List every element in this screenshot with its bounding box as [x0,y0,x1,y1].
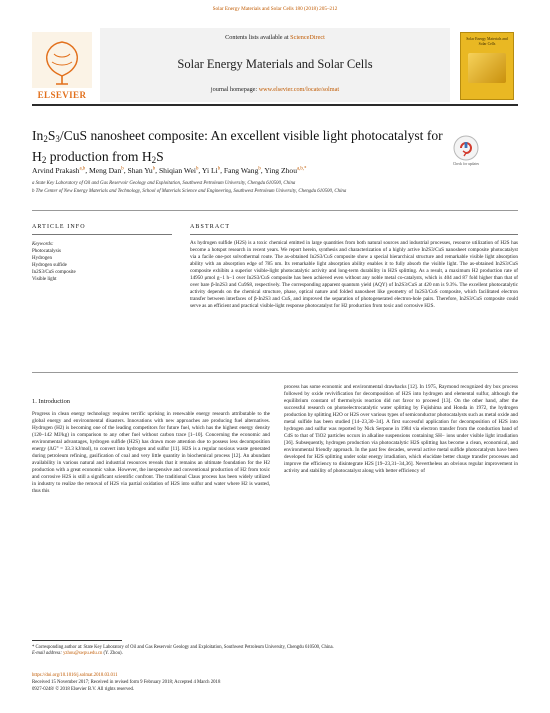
keyword: In2S3/CuS composite [32,269,76,275]
elsevier-tree-icon [32,32,92,88]
title-text: S [156,149,164,164]
homepage-prefix: journal homepage: [210,86,259,93]
author[interactable]: Fang Wang$^b$ [223,166,261,175]
title-text: /CuS nanosheet composite: An excellent visible light photocatalyst for H [32,128,443,164]
body-column-right: process has some economic and environmental drawbacks [12]. In 1975, Raymond recognized dry box process followed by oxide revivification for decomposition of H2S into hydrogen and elemental sulfur, although the equilibrium constant of thermolysis reaction did not favor to proceed [13]. On the other hand, after the successful research on photoelectrocatalytic water splitting by Fujishima and Honda in 1972, the hydrogen production by splitting H2O or H2S over various types of semiconductor photocatalysts such as metal oxide and metal sulfide has been studied [14–23,30–34]. A first successful application for decomposition of H2S into hydrogen and sulfur was reported by Nick Serpone in 1984 via electron transfer from the conduction band of CdS to that of TiO2 particles occurs in alkaline suspensions containing SH− ions under visible light irradiation [36]. Subsequently, hydrogen production via photocatalytic H2S splitting has become a clean, economical, and environmental friendly approach. In the past few decades, several active metal sulfide photocatalysts have been developed for H2S splitting under solar energy irradiation, which elucidate better charge transfer processes and improve the efficiency to disintegrate H2S [19–23,31–34,36]. Nevertheless an obvious regular improvement in activity and stability of photocatalyst along with better efficiency of [284,384,518,475]
email-suffix: (Y. Zhou). [102,651,123,657]
affiliation-a: a State Key Laboratory of Oil and Gas Reservoir Geology and Exploitation, Southwest Petroleum University, Chengdu 610500, China [32,181,296,186]
email-link[interactable]: yzhou@swpu.edu.cn [63,651,103,657]
article-info-heading: ARTICLE INFO [32,224,86,230]
title-text: production from H [46,149,152,164]
introduction-heading: 1. Introduction [32,398,70,405]
affiliation-b: b The Center of New Energy Materials and Technology, School of Materials Science and Engineering, Southwest Petroleum University, Chengdu 610500, China [32,189,347,194]
check-for-updates-icon[interactable] [452,134,480,162]
email-label: E-mail address: [32,651,64,657]
keyword: Visible light [32,276,57,282]
doi-link[interactable]: https://doi.org/10.1016/j.solmat.2018.03.011 [32,673,118,678]
copyright: 0927-0248/ © 2018 Elsevier B.V. All rights reserved. [32,687,135,692]
abstract-rule [190,234,518,235]
masthead-rule [32,104,518,106]
journal-reference[interactable]: Solar Energy Materials and Solar Cells 180 (2018) 205–212 [212,6,338,12]
journal-banner [100,28,450,102]
abstract-text: As hydrogen sulfide (H2S) is a toxic chemical emitted in large quantities from both natural sources and industrial processes, resource utilization of H2S has become a hotspot research in recent years. We report herein, synthesis and characterization of a highly active In2S3/CuS nanosheet composite photocatalyst via a facile one-pot solvothermal route. The as-obtained In2S3/CuS composite show a special hierarchical structure and remarkable visible light absorption ability with an absorption edge of 785 nm. Its remarkable light absorption ability enables it to fully absorb the visible light. The as-obtained In2S3/CuS composite exhibits a superior visible-light photocatalytic activity and long-term durability in H2S splitting. As a result, a maximum H2 production rate of 14950 μmol g−1 h−1 over In2S3/CuS composite has been achieved even without any noble metal co-catalysts, which is 404 and 87 fold higher than that of over bare β-In2S3 and Cu9S8, respectively. The corresponding apparent quantum yield (AQY) of In2S3/CuS at 420 nm is 9.3%. The excellent photocatalytic activity depends on the chemical structure, phase, optical nature and folded nanosheet like geometry of In2S3/CuS composite, which facilitated electron transfer between interfaces of β-In2S3 and CuS, and improved the separation of photogenerated electron-hole pairs. Therefore, In2S3/CuS composite could serve as an efficient and practical visible-light response photocatalyst for H2 production from toxic and corrosive H2S. [190,240,518,310]
title-subscript: 2 [41,155,47,165]
cover-artwork [468,53,506,83]
author[interactable]: Yi Li$^b$ [201,166,221,175]
title-subscript: 3 [55,134,60,144]
title-subscript: 2 [43,134,48,144]
email-line [32,651,518,657]
title-subscript: 2 [151,155,157,165]
cover-title: Solar Energy Materials and Solar Cells [466,37,508,46]
journal-title: Solar Energy Materials and Solar Cells [177,57,373,71]
article-title [32,127,452,169]
footnote-rule [32,640,122,641]
homepage-link[interactable]: www.elsevier.com/locate/solmat [258,86,340,93]
keywords-block [32,242,172,283]
journal-cover-thumbnail[interactable] [460,32,514,100]
keyword: Photocatalysis [32,248,61,254]
publisher-wordmark: ELSEVIER [37,90,87,100]
affiliations [32,180,518,196]
author[interactable]: Arvind Prakash$^{a,b}$ [32,166,86,175]
abstract-heading: ABSTRACT [190,224,231,230]
article-dates: Received 15 November 2017; Received in revised form 9 February 2018; Accepted 4 March 2018 [32,680,221,685]
body-column-left: Progress in clean energy technology requires terrific uprising in renewable energy research attributable to the global energy and environmental disasters. Innovations with new approaches are producing fuel alternatives. Hydrogen (H2) is becoming one of the leading competitors for future fuel, which has the highest energy density (120–142 MJ/kg) in comparison to any other fuel without carbon trace [1–10]. Concerning the economic and environmental advantages, hydrogen sulfide (H2S) has drawn more attention due to possess less decomposition energy (ΔG° = 33.3 kJ/mol), to convert into hydrogen and sulfur [11]. H2S is a regular noxious waste generated during petroleum refining, gasification of coal and very little quantity in biochemical process [12]. An abundant availability in various natural and industrial resources reveals that it remains an ultimate foundation for the H2 production with a great economic value. However, the inexpensive and conventional production of H2 from toxic and corrosive H2S is still a significant scientific confront. The traditional Claus process has been widely utilized in industry to realize the removal of H2S via partial oxidation of H2S into sulfur and water where H2 is wasted, thus this [32,411,270,495]
keyword: Hydrogen sulfide [32,262,67,268]
sciencedirect-link[interactable]: ScienceDirect [290,34,325,41]
contents-prefix: Contents lists available at [225,34,291,41]
abstract-end-rule [32,372,518,373]
author[interactable]: Ying Zhou$^{a,b,*}$ [264,166,307,175]
article-info-rule [32,234,172,235]
author[interactable]: Shan Yu$^b$ [127,166,156,175]
masthead [32,28,518,102]
author[interactable]: Meng Dan$^b$ [89,166,124,175]
elsevier-logo[interactable] [32,32,92,98]
check-for-updates-label[interactable]: Check for updates [452,162,480,166]
title-text: In [32,128,44,143]
journal-homepage [100,86,450,93]
section-divider [32,210,518,211]
author-list: Arvind Prakash$^{a,b}$, Meng Dan$^b$, Shan Yu$^b$, Shiqian Wei$^b$, Yi Li$^b$, Fang Wang$^b$, Ying Zhou$^{a,b,*}$ [32,166,307,175]
contents-line [100,34,450,41]
keywords-title: Keywords: [32,242,54,247]
keyword: Hydrogen [32,255,52,261]
title-text: S [47,128,56,143]
corresponding-author: * Corresponding author at: State Key Laboratory of Oil and Gas Reservoir Geology and Exploitation, Southwest Petroleum University, Chengdu 610500, China. [32,645,334,650]
corresponding-author-note [32,645,518,658]
author[interactable]: Shiqian Wei$^b$ [158,166,199,175]
